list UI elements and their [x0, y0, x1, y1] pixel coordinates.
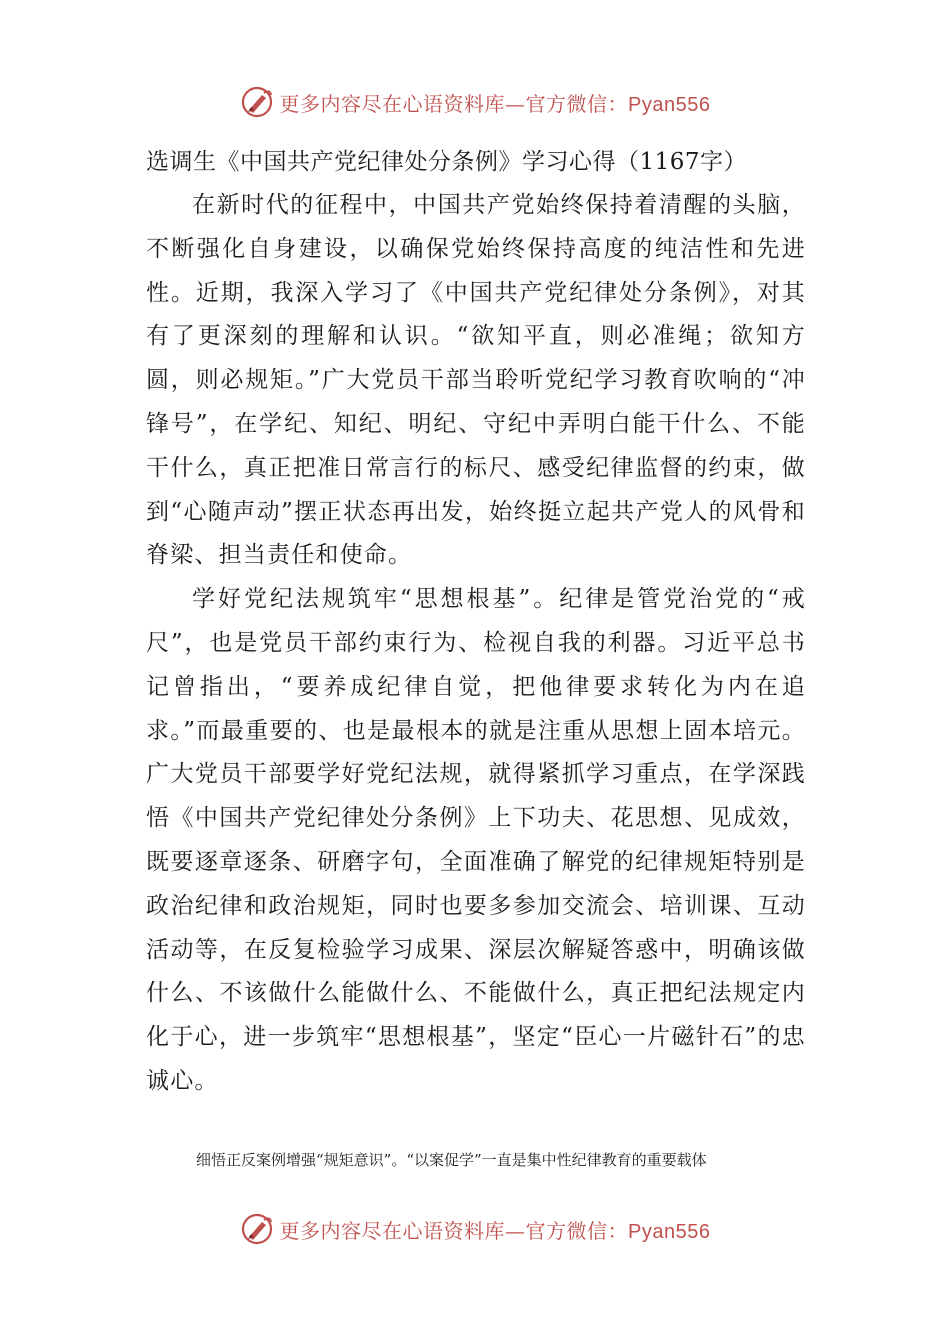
top-watermark-banner	[0, 82, 950, 122]
banner-handle: Pyan556	[628, 1220, 711, 1243]
paragraph-2: 学好党纪法规筑牢“思想根基”。纪律是管党治党的“戒尺”，也是党员干部约束行为、检视自我的利器。习近平总书记曾指出，“要养成纪律自觉，把他律要求转化为内在追求。”而最重要的、也是最根本的就是注重从思想上固本培元。广大党员干部要学好党纪法规，就得紧抓学习重点，在学深践悟《中国共产党纪律处分条例》上下功夫、花思想、见成效，既要逐章逐条、研磨字句，全面准确了解党的纪律规矩特别是政治纪律和政治规矩，同时也要多参加交流会、培训课、互动活动等，在反复检验学习成果、深层次解疑答惑中，明确该做什么、不该做什么能做什么、不能做什么，真正把纪法规定内化于心，进一步筑牢“思想根基”，坚定“臣心一片磁针石”的忠诚心。	[146, 586, 806, 1094]
document-body	[146, 140, 806, 1104]
banner-text: 更多内容尽在心语资料库—官方微信：Pyan556	[279, 1218, 711, 1243]
banner-handle: Pyan556	[628, 93, 711, 116]
bottom-watermark-banner	[0, 1209, 950, 1249]
document-title: 选调生《中国共产党纪律处分条例》学习心得（1167字）	[146, 149, 748, 175]
pen-circle-logo-icon	[240, 1212, 274, 1246]
trailing-line: 细悟正反案例增强“规矩意识”。“以案促学”一直是集中性纪律教育的重要载体	[196, 1151, 707, 1169]
banner-text: 更多内容尽在心语资料库—官方微信：Pyan556	[279, 91, 711, 116]
pen-circle-logo-icon	[240, 85, 274, 119]
paragraph-1: 在新时代的征程中，中国共产党始终保持着清醒的头脑，不断强化自身建设，以确保党始终保持高度的纯洁性和先进性。近期，我深入学习了《中国共产党纪律处分条例》，对其有了更深刻的理解和认识。“欲知平直，则必准绳；欲知方圆，则必规矩。”广大党员干部当聆听党纪学习教育吹响的“冲锋号”，在学纪、知纪、明纪、守纪中弄明白能干什么、不能干什么，真正把准日常言行的标尺、感受纪律监督的约束，做到“心随声动”摆正状态再出发，始终挺立起共产党人的风骨和脊梁、担当责任和使命。	[146, 192, 806, 569]
